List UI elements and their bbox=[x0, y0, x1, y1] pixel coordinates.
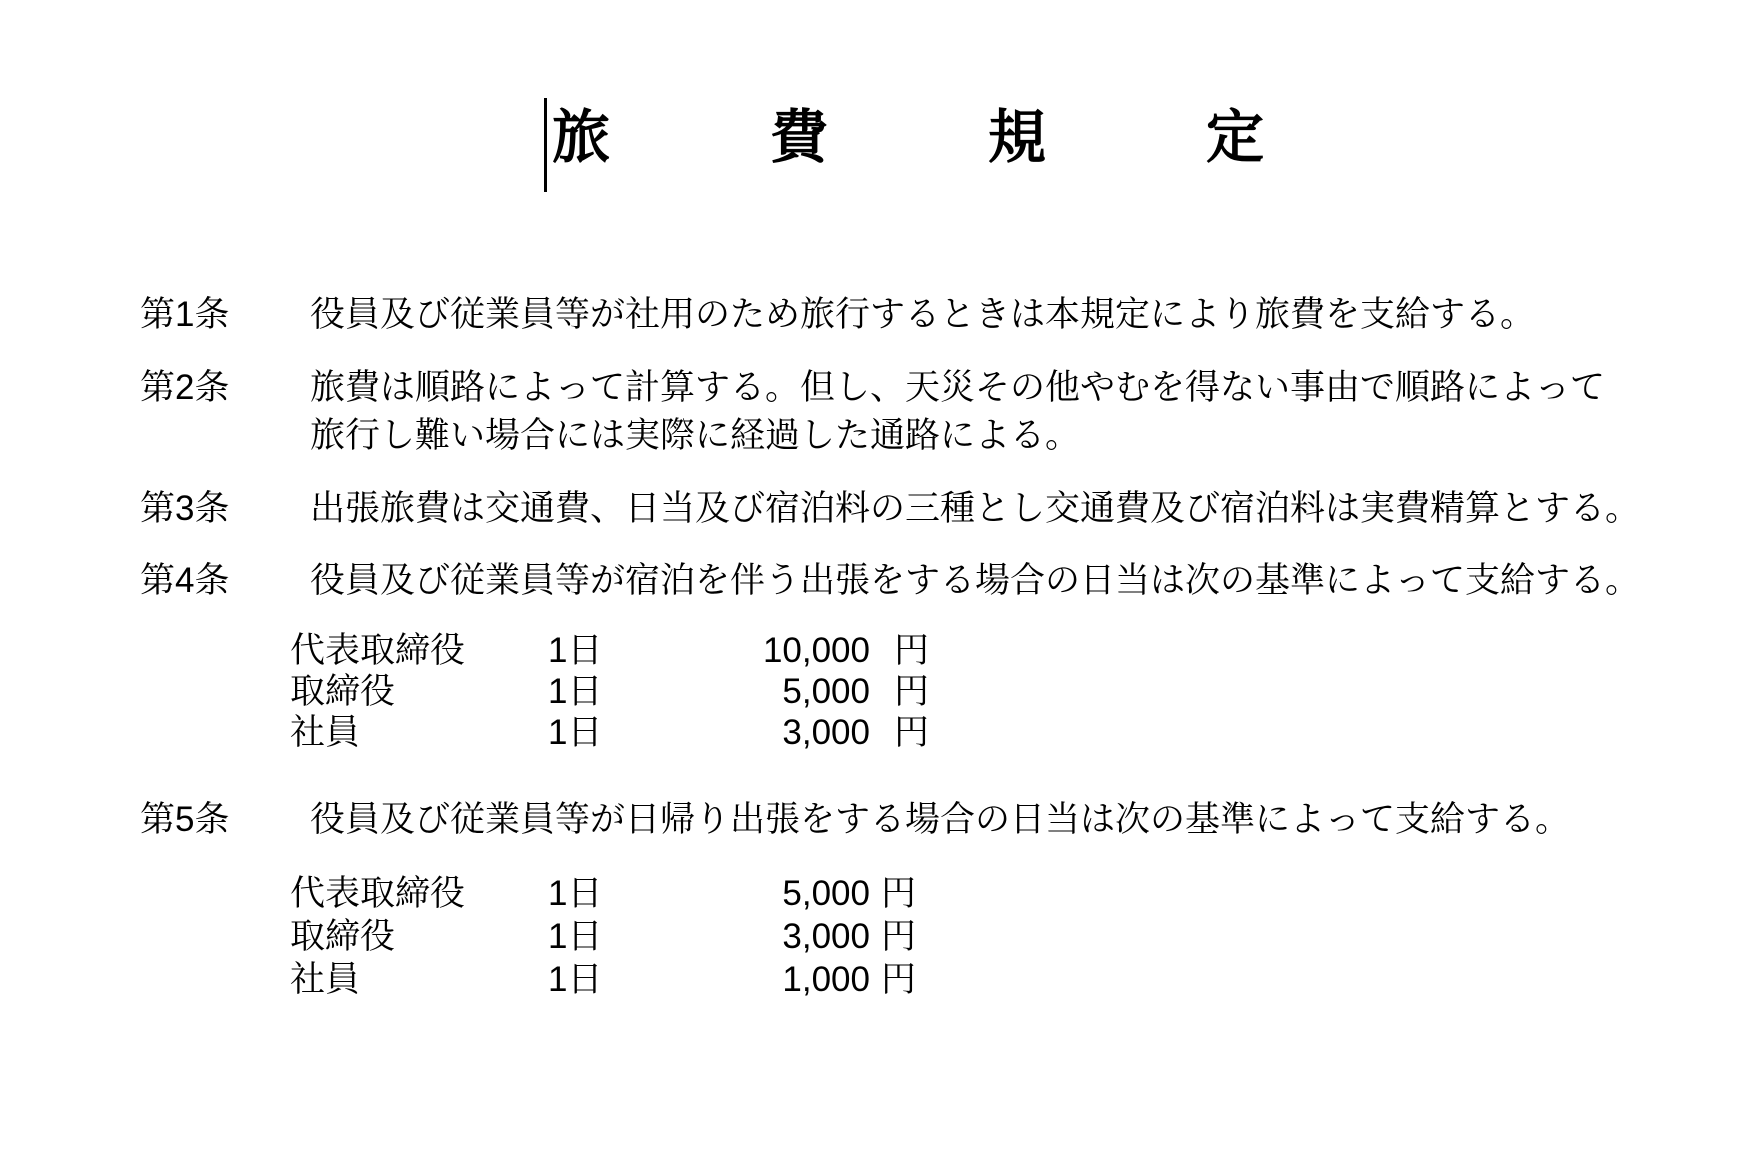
article-4-label: 第4条 bbox=[140, 561, 230, 600]
table-row bbox=[290, 671, 929, 712]
article-3-label: 第3条 bbox=[140, 489, 230, 528]
currency-cell: 円 bbox=[894, 713, 930, 752]
article-4-line-1: 役員及び従業員等が宿泊を伴う出張をする場合の日当は次の基準によって支給する。 bbox=[310, 561, 1641, 600]
article-2-line-1: 旅費は順路によって計算する。但し、天災その他やむを得ない事由で順路によって bbox=[310, 368, 1606, 407]
table-row bbox=[290, 630, 929, 671]
article-2-line-2: 旅行し難い場合には実際に経過した通路による。 bbox=[310, 416, 1081, 455]
article-5-label: 第5条 bbox=[140, 800, 230, 839]
per-day-cell: 1日 bbox=[548, 960, 603, 999]
article-2 bbox=[0, 364, 1754, 460]
article-1 bbox=[0, 291, 1754, 339]
amount-cell: 3,000 bbox=[782, 713, 870, 752]
article-5-line-1: 役員及び従業員等が日帰り出張をする場合の日当は次の基準によって支給する。 bbox=[310, 800, 1571, 839]
rank-cell: 社員 bbox=[290, 960, 361, 999]
rank-cell: 取締役 bbox=[290, 672, 396, 711]
article-3 bbox=[0, 485, 1754, 533]
table-row bbox=[290, 958, 916, 1001]
amount-cell: 5,000 bbox=[782, 672, 870, 711]
document-title: 旅費規定 bbox=[552, 105, 1425, 170]
rank-cell: 代表取締役 bbox=[290, 874, 466, 913]
per-day-cell: 1日 bbox=[548, 917, 603, 956]
per-day-cell: 1日 bbox=[548, 672, 603, 711]
document-title-row bbox=[552, 106, 1424, 170]
overnight-allowance-table bbox=[290, 630, 929, 753]
amount-cell: 10,000 bbox=[762, 631, 870, 670]
currency-cell: 円 bbox=[894, 631, 930, 670]
rank-cell: 代表取締役 bbox=[290, 631, 466, 670]
per-day-cell: 1日 bbox=[548, 631, 603, 670]
per-day-cell: 1日 bbox=[548, 874, 603, 913]
amount-cell: 3,000 bbox=[782, 917, 870, 956]
text-caret bbox=[544, 98, 547, 192]
currency-cell: 円 bbox=[894, 672, 930, 711]
daytrip-allowance-table bbox=[290, 872, 916, 1001]
article-1-label: 第1条 bbox=[140, 295, 230, 334]
article-5 bbox=[0, 796, 1754, 844]
table-row bbox=[290, 712, 929, 753]
table-row bbox=[290, 915, 916, 958]
currency-cell: 円 bbox=[881, 960, 917, 999]
article-4 bbox=[0, 557, 1754, 605]
currency-cell: 円 bbox=[881, 874, 917, 913]
article-3-line-1: 出張旅費は交通費、日当及び宿泊料の三種とし交通費及び宿泊料は実費精算とする。 bbox=[310, 489, 1641, 528]
per-day-cell: 1日 bbox=[548, 713, 603, 752]
table-row bbox=[290, 872, 916, 915]
currency-cell: 円 bbox=[881, 917, 917, 956]
rank-cell: 取締役 bbox=[290, 917, 396, 956]
article-1-line-1: 役員及び従業員等が社用のため旅行するときは本規定により旅費を支給する。 bbox=[310, 295, 1536, 334]
amount-cell: 5,000 bbox=[782, 874, 870, 913]
rank-cell: 社員 bbox=[290, 713, 361, 752]
amount-cell: 1,000 bbox=[782, 960, 870, 999]
article-2-label: 第2条 bbox=[140, 368, 230, 407]
